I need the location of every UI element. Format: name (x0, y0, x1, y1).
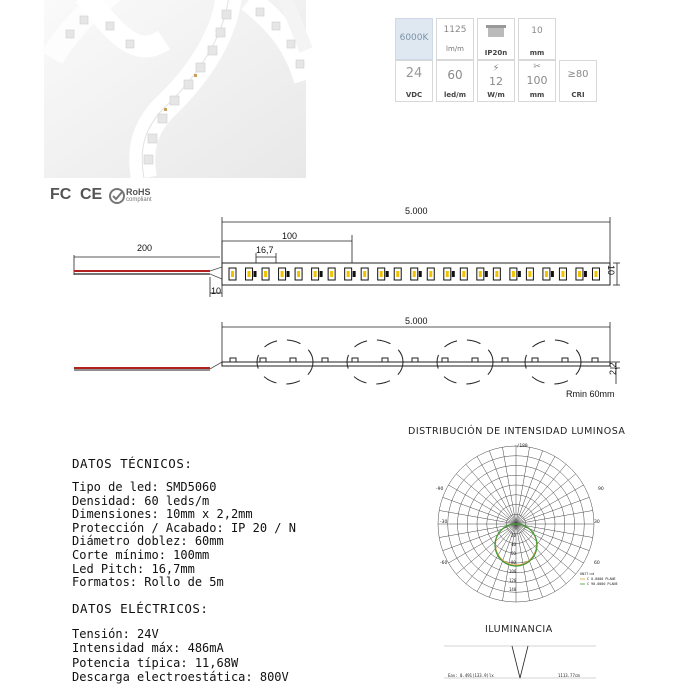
tech-line: Tipo de led: SMD5060 (72, 480, 217, 494)
tech-heading: DATOS TÉCNICOS: (72, 456, 193, 471)
fcc-logo: FC (50, 186, 72, 203)
led-emitter (347, 271, 350, 277)
radial-tick-label: 80 (511, 560, 516, 565)
radial-tick-label: 60 (511, 551, 516, 556)
angle-label: 30 (594, 520, 600, 525)
led-emitter (330, 271, 333, 277)
cri-icon: ≥80 CRI (559, 60, 597, 102)
electric-heading: DATOS ELÉCTRICOS: (72, 601, 209, 616)
radial-tick-label: 20 (511, 533, 516, 538)
tech-line: Formatos: Rollo de 5m (72, 575, 224, 590)
ce-logo: CE (80, 186, 103, 203)
resistor (386, 271, 389, 277)
strip-width-label: 10 (606, 265, 616, 276)
led-emitter (446, 271, 449, 277)
resistor (518, 271, 521, 277)
color-temperature-icon: 6000K (395, 18, 433, 60)
thickness-label: 2,2 (608, 362, 618, 375)
led-emitter (545, 271, 548, 277)
led-emitter (429, 271, 432, 277)
led-emitter (396, 271, 399, 277)
led-emitter (314, 271, 317, 277)
lumens-icon: 1125 lm/m (436, 18, 474, 60)
radial-tick-label: 120 (509, 578, 517, 583)
led-emitter (363, 271, 366, 277)
strip-side-drawing (60, 322, 630, 407)
resistor (287, 271, 290, 277)
power-icon: ⚡ 12 W/m (477, 60, 515, 102)
angle-label: -90 (436, 487, 444, 492)
led-emitter (281, 271, 284, 277)
illuminance-row-text: Eav: 0.491(133.9)lx (448, 673, 494, 678)
resistor (551, 271, 554, 277)
angle-label: -30 (440, 520, 448, 525)
ip-rating-icon: IP20n (477, 18, 515, 60)
bend-radius-label: Rmin 60mm (566, 389, 615, 399)
tech-line: Diámetro doblez: 60mm (72, 534, 224, 549)
led-emitter (297, 271, 300, 277)
radial-tick-label: 140 (509, 587, 517, 592)
led-emitter (561, 271, 564, 277)
led-emitter (578, 271, 581, 277)
legend-entry: C 90.0000 PLANE (587, 582, 618, 586)
product-photo (44, 0, 306, 178)
tech-line: Densidad: 60 leds/m (72, 493, 210, 508)
angle-label: 90 (598, 487, 604, 492)
resistor (452, 271, 455, 277)
cable-length-label: 200 (137, 243, 153, 253)
cut-length-icon: ✂ 100 mm (518, 60, 556, 102)
legend-title: UNIT:cd (580, 572, 595, 576)
led-emitter (479, 271, 482, 277)
legend-entry: C 0.0000 PLANE (587, 577, 616, 581)
led-emitter (380, 271, 383, 277)
led-emitter (264, 271, 267, 277)
illuminance-title: ILUMINANCIA (485, 624, 553, 635)
led-emitter (528, 271, 531, 277)
polar-chart (432, 440, 618, 610)
led-emitter (231, 271, 234, 277)
resistor (320, 271, 323, 277)
led-emitter (248, 271, 251, 277)
polar-top-label: -/180 (514, 444, 528, 449)
led-emitter (495, 271, 498, 277)
electric-line: Descarga electroestática: 800V (72, 669, 289, 684)
angle-label: 60 (594, 561, 600, 566)
resistor (353, 271, 356, 277)
led-density-icon: 60 led/m (436, 60, 474, 102)
resistor (584, 271, 587, 277)
resistor (419, 271, 422, 277)
led-emitter (512, 271, 515, 277)
illuminance-row-right: 1113.77cm (558, 673, 580, 678)
led-emitter (462, 271, 465, 277)
tech-line: Protección / Acabado: IP 20 / N (72, 520, 296, 535)
led-emitter (594, 271, 597, 277)
pitch-label: 16,7 (256, 245, 274, 255)
resistor (254, 271, 257, 277)
radial-tick-label: 100 (509, 569, 517, 574)
electric-list (72, 627, 289, 684)
polar-chart-title: DISTRIBUCIÓN DE INTENSIDAD LUMINOSA (408, 426, 626, 437)
electric-line: Intensidad máx: 486mA (72, 641, 224, 656)
tech-line: Corte mínimo: 100mm (72, 547, 210, 562)
led-emitter (413, 271, 416, 277)
illuminance-chart (440, 638, 600, 690)
electric-line: Potencia típica: 11,68W (72, 655, 239, 670)
rohs-logo: RoHS compliant (109, 184, 155, 208)
radial-tick-label: 40 (511, 542, 516, 547)
width-icon: 10 mm (518, 18, 556, 60)
tech-list (72, 480, 296, 589)
lead-length-label: 10 (211, 286, 222, 296)
tech-line: Led Pitch: 16,7mm (72, 561, 195, 576)
total-length-label: 5.000 (405, 206, 428, 216)
cut-length-label: 100 (282, 231, 298, 241)
resistor (485, 271, 488, 277)
side-total-length-label: 5.000 (405, 316, 428, 326)
angle-label: -60 (440, 561, 448, 566)
strip-led-chips (229, 268, 599, 280)
tech-line: Dimensiones: 10mm x 2,2mm (72, 507, 253, 522)
voltage-icon: 24 VDC (395, 60, 433, 102)
electric-line: Tensión: 24V (72, 627, 159, 641)
